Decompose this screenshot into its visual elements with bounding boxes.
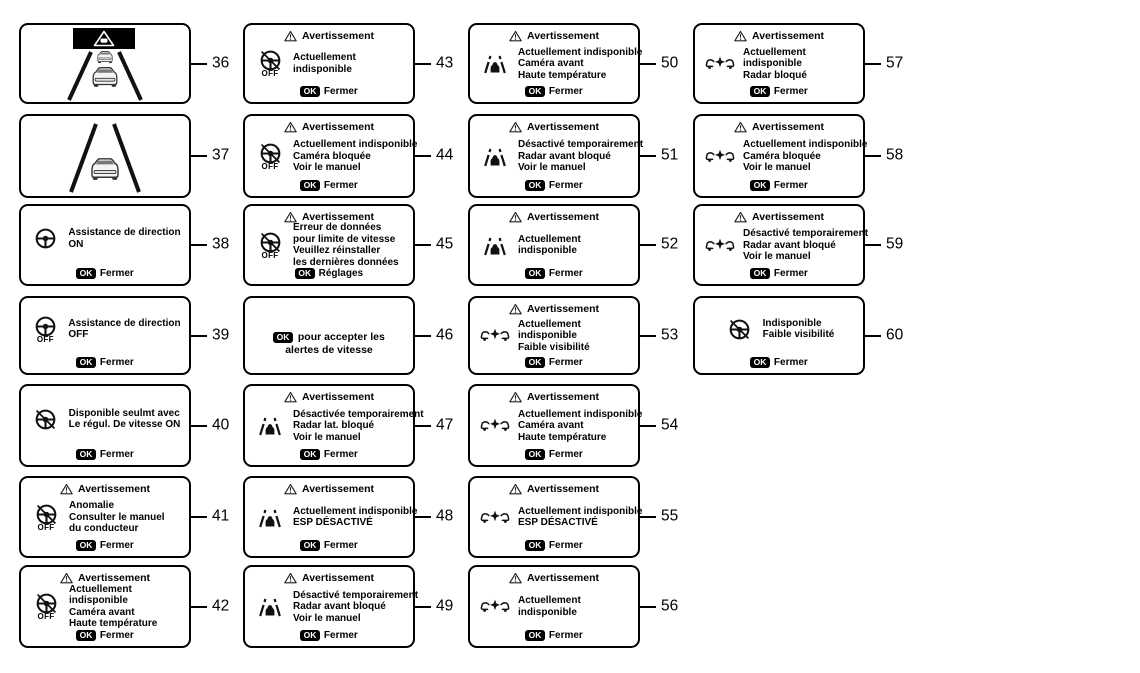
warning-header: [701, 120, 857, 133]
warning-triangle-icon: [509, 30, 522, 42]
ok-badge: OK: [525, 449, 545, 461]
footer-action: [476, 449, 632, 462]
footer-action-label: Fermer: [99, 448, 134, 460]
ok-badge: OK: [525, 540, 545, 552]
footer-action-label: Fermer: [548, 629, 583, 641]
road-two-cars-warning-banner: [21, 25, 189, 102]
message-line: Le régul. De vitesse ON: [68, 419, 181, 431]
footer-action: [27, 630, 183, 643]
callout-number-57: 57: [886, 54, 904, 72]
footer-action: [701, 180, 857, 193]
warning-header-label: Avertissement: [527, 572, 599, 584]
warning-header-label: Avertissement: [302, 572, 374, 584]
footer-action-label: Fermer: [548, 448, 583, 460]
message-line: Actuellement: [69, 583, 132, 595]
callout-number-52: 52: [661, 235, 679, 253]
message-line: indisponible: [743, 58, 802, 69]
callout-line-45: [415, 244, 431, 246]
road-single-car: [21, 116, 189, 193]
footer-action-label: Fermer: [323, 179, 358, 191]
message-box-48: [243, 476, 418, 558]
footer-action-label: Fermer: [548, 85, 583, 97]
ok-badge: OK: [525, 180, 545, 192]
callout-number-43: 43: [436, 54, 454, 72]
icon-caption-off: OFF: [261, 69, 279, 79]
callout-number-47: 47: [436, 416, 454, 434]
message-line: Actuellement indisponible: [293, 505, 418, 517]
footer-action: [27, 449, 183, 462]
steering-assist-icon: [34, 227, 57, 250]
warning-header: [476, 29, 632, 42]
footer-action: [476, 180, 632, 193]
message-line: Caméra bloquée: [743, 150, 821, 162]
ok-badge: OK: [750, 268, 770, 280]
warning-header: [476, 302, 632, 315]
callout-line-58: [865, 155, 881, 157]
message-line: Actuellement: [743, 46, 806, 58]
callout-number-37: 37: [212, 146, 230, 164]
callout-number-45: 45: [436, 235, 454, 253]
callout-line-40: [191, 425, 207, 427]
warning-header: [251, 210, 407, 223]
callout-line-39: [191, 335, 207, 337]
warning-triangle-icon: [509, 211, 522, 223]
message-line: Caméra avant: [518, 58, 584, 69]
ok-badge: OK: [300, 86, 320, 98]
message-box-59: [693, 204, 869, 286]
callout-line-49: [415, 606, 431, 608]
ok-badge: OK: [76, 449, 96, 461]
message-line: Haute température: [518, 431, 607, 443]
callout-number-54: 54: [661, 416, 679, 434]
footer-action: [27, 357, 183, 370]
icon-caption-off: OFF: [37, 612, 55, 622]
ok-badge: OK: [750, 180, 770, 192]
footer-action: [251, 540, 407, 553]
warning-triangle-icon: [509, 483, 522, 495]
footer-action-label: Réglages: [318, 267, 364, 279]
message-line: Caméra avant: [518, 420, 584, 431]
footer-action-label: Fermer: [548, 539, 583, 551]
callout-number-44: 44: [436, 146, 454, 164]
message-box-44: [243, 114, 418, 198]
message-line: Voir le manuel: [518, 162, 586, 173]
footer-action-label: Fermer: [99, 629, 134, 641]
warning-header: [251, 120, 407, 133]
collision-warning-icon: [480, 599, 510, 614]
warning-header: [27, 482, 183, 495]
callout-number-60: 60: [886, 326, 904, 344]
warning-header: [476, 390, 632, 403]
callout-line-57: [865, 63, 881, 65]
ok-badge: OK: [76, 540, 96, 552]
callout-number-46: 46: [436, 326, 454, 344]
message-line: Indisponible: [762, 317, 822, 329]
collision-warning-icon: [705, 238, 735, 253]
callout-line-42: [191, 606, 207, 608]
message-line: les dernières données: [293, 256, 399, 268]
message-line: Veuillez réinstaller: [293, 245, 381, 257]
message-box-57: [693, 23, 865, 104]
warning-header-label: Avertissement: [752, 211, 824, 223]
warning-header-label: Avertissement: [302, 391, 374, 403]
collision-warning-icon: [705, 56, 735, 71]
footer-action: [251, 449, 407, 462]
lane-radar-car-icon: [480, 146, 510, 167]
callout-number-41: 41: [212, 507, 230, 525]
warning-triangle-icon: [60, 483, 73, 495]
callout-line-60: [865, 335, 881, 337]
callout-number-53: 53: [661, 326, 679, 344]
callout-line-37: [191, 155, 207, 157]
footer-action-label: Fermer: [99, 539, 134, 551]
callout-number-40: 40: [212, 416, 230, 434]
message-line: Voir le manuel: [743, 162, 811, 173]
message-line: ESP DÉSACTIVÉ: [293, 517, 373, 529]
callout-line-54: [640, 425, 656, 427]
warning-header: [701, 210, 857, 223]
warning-header: [476, 120, 632, 133]
callout-number-38: 38: [212, 235, 230, 253]
ok-badge: OK: [750, 357, 770, 369]
lane-radar-car-icon: [255, 507, 285, 528]
warning-header: [251, 390, 407, 403]
footer-action-label: Fermer: [548, 267, 583, 279]
icon-caption-off: OFF: [261, 250, 279, 260]
warning-header: [27, 571, 183, 584]
callout-line-51: [640, 155, 656, 157]
ok-badge: OK: [76, 268, 96, 280]
message-line: pour limite de vitesse: [293, 233, 396, 245]
message-line: Voir le manuel: [743, 251, 811, 262]
callout-number-42: 42: [212, 597, 230, 615]
message-box-55: [468, 476, 643, 558]
message-box-60: [693, 296, 865, 375]
ok-badge: OK: [76, 357, 96, 369]
callout-number-39: 39: [212, 326, 230, 344]
collision-warning-icon: [480, 328, 510, 343]
message-line: Actuellement indisponible: [293, 139, 418, 150]
warning-triangle-icon: [284, 211, 297, 223]
warning-triangle-icon: [509, 391, 522, 403]
callout-line-41: [191, 516, 207, 518]
message-line: Faible visibilité: [518, 341, 590, 353]
message-box-58: [693, 114, 868, 198]
footer-action-label: Fermer: [323, 539, 358, 551]
message-line: Actuellement: [293, 52, 356, 64]
ok-badge: OK: [300, 449, 320, 461]
warning-triangle-icon: [734, 211, 747, 223]
ok-accept-message: [251, 302, 407, 369]
warning-header: [251, 482, 407, 495]
footer-action: [476, 268, 632, 281]
callout-number-59: 59: [886, 235, 904, 253]
message-line: Désactivé temporairement: [518, 139, 644, 150]
footer-action: [27, 540, 183, 553]
message-line: Actuellement: [518, 318, 581, 330]
message-box-46: [243, 296, 415, 375]
warning-triangle-icon: [60, 572, 73, 584]
callout-number-49: 49: [436, 597, 454, 615]
message-box-54: [468, 384, 643, 467]
callout-line-36: [191, 63, 207, 65]
message-line: Actuellement: [518, 595, 581, 607]
footer-action: [701, 357, 857, 370]
message-line: indisponible: [518, 330, 577, 341]
ok-badge: OK: [295, 268, 315, 280]
footer-action-label: Fermer: [773, 356, 808, 368]
callout-number-36: 36: [212, 54, 230, 72]
ok-badge: OK: [273, 332, 293, 344]
footer-action-label: Fermer: [323, 448, 358, 460]
lane-radar-car-icon: [480, 53, 510, 74]
collision-warning-icon: [480, 418, 510, 433]
message-line: Assistance de direction: [68, 317, 181, 329]
message-line: Radar bloqué: [743, 69, 807, 81]
road-lane-lines: [71, 124, 139, 192]
callout-line-44: [415, 155, 431, 157]
callout-line-47: [415, 425, 431, 427]
message-line: Caméra avant: [69, 606, 135, 618]
warning-header-label: Avertissement: [302, 211, 374, 223]
message-line: Actuellement indisponible: [518, 505, 643, 517]
message-line: Désactivé temporairement: [743, 228, 869, 239]
message-box-53: [468, 296, 640, 375]
message-line: Assistance de direction: [68, 227, 181, 239]
warning-header-label: Avertissement: [78, 483, 150, 495]
warning-header-label: Avertissement: [302, 30, 374, 42]
footer-action: [701, 268, 857, 281]
message-box-56: [468, 565, 640, 648]
message-box-43: [243, 23, 415, 104]
message-line: Désactivé temporairement: [293, 589, 419, 601]
message-line: Radar avant bloqué: [293, 601, 386, 612]
message-line: alertes de vitesse: [285, 344, 373, 356]
message-line: Haute température: [69, 618, 158, 630]
message-line: Caméra bloquée: [293, 150, 371, 162]
message-line: Voir le manuel: [293, 162, 361, 173]
message-box-38: [19, 204, 191, 286]
footer-action-label: Fermer: [773, 267, 808, 279]
warning-header-label: Avertissement: [527, 483, 599, 495]
warning-header-label: Avertissement: [78, 572, 150, 584]
footer-action-label: Fermer: [548, 356, 583, 368]
warning-header-label: Avertissement: [752, 30, 824, 42]
icon-caption-off: OFF: [37, 522, 55, 532]
message-line: Désactivée temporairement: [293, 408, 424, 420]
callout-number-56: 56: [661, 597, 679, 615]
display-scene-37: [19, 114, 191, 198]
footer-action-label: Fermer: [773, 85, 808, 97]
warning-header-label: Avertissement: [527, 303, 599, 315]
message-box-49: [243, 565, 419, 648]
footer-action: [251, 86, 407, 99]
message-line: Voir le manuel: [293, 431, 361, 443]
steering-assist-crossed-icon: [34, 408, 57, 431]
callout-line-52: [640, 244, 656, 246]
footer-action-label: Fermer: [548, 179, 583, 191]
ok-badge: OK: [300, 540, 320, 552]
footer-action: [251, 630, 407, 643]
warning-triangle-icon: [734, 121, 747, 133]
warning-header-label: Avertissement: [302, 483, 374, 495]
footer-action: [476, 357, 632, 370]
warning-triangle-icon: [284, 391, 297, 403]
message-line: Actuellement: [518, 233, 581, 245]
message-line: Radar avant bloqué: [518, 150, 611, 162]
warning-triangle-icon: [509, 303, 522, 315]
message-line: Actuellement indisponible: [518, 46, 643, 58]
message-line: Faible visibilité: [762, 329, 835, 341]
callout-line-53: [640, 335, 656, 337]
lane-radar-car-icon: [255, 415, 285, 436]
footer-action-label: Fermer: [323, 629, 358, 641]
message-box-51: [468, 114, 644, 198]
footer-action: [476, 630, 632, 643]
message-line: OFF: [68, 329, 89, 341]
message-box-39: [19, 296, 191, 375]
message-box-52: [468, 204, 640, 286]
message-line: Disponible seulmt avec: [68, 407, 180, 419]
message-line: du conducteur: [69, 523, 139, 534]
message-line: ESP DÉSACTIVÉ: [518, 517, 598, 529]
callout-number-50: 50: [661, 54, 679, 72]
warning-header: [701, 29, 857, 42]
message-box-42: [19, 565, 191, 648]
message-box-41: [19, 476, 191, 558]
ok-badge: OK: [76, 630, 96, 642]
lane-radar-car-icon: [255, 596, 285, 617]
callout-line-56: [640, 606, 656, 608]
message-line: pour accepter les: [297, 331, 385, 343]
warning-triangle-icon: [509, 572, 522, 584]
ok-badge: OK: [525, 630, 545, 642]
callout-line-38: [191, 244, 207, 246]
collision-warning-icon: [480, 510, 510, 525]
callout-number-55: 55: [661, 507, 679, 525]
ok-badge: OK: [300, 180, 320, 192]
message-line: indisponible: [518, 245, 577, 257]
warning-header-label: Avertissement: [527, 30, 599, 42]
message-line: ON: [68, 238, 84, 250]
message-line: indisponible: [293, 63, 352, 75]
ok-badge: OK: [525, 268, 545, 280]
message-box-50: [468, 23, 643, 104]
warning-triangle-icon: [734, 30, 747, 42]
callout-number-51: 51: [661, 146, 679, 164]
message-line: Consulter le manuel: [69, 511, 165, 523]
footer-action: [476, 540, 632, 553]
callout-number-58: 58: [886, 146, 904, 164]
warning-header: [476, 571, 632, 584]
warning-triangle-icon: [284, 30, 297, 42]
warning-header-label: Avertissement: [302, 121, 374, 133]
callout-line-50: [640, 63, 656, 65]
lane-radar-car-icon: [480, 235, 510, 256]
warning-header: [251, 29, 407, 42]
icon-caption-off: OFF: [36, 334, 54, 344]
ok-badge: OK: [750, 86, 770, 98]
footer-action: [27, 268, 183, 281]
ok-badge: OK: [525, 86, 545, 98]
warning-header-label: Avertissement: [752, 121, 824, 133]
message-line: Actuellement indisponible: [518, 408, 643, 420]
warning-header-label: Avertissement: [527, 121, 599, 133]
message-line: Haute température: [518, 69, 607, 81]
callout-line-59: [865, 244, 881, 246]
callout-line-48: [415, 516, 431, 518]
footer-action: [476, 86, 632, 99]
footer-action-label: Fermer: [99, 356, 134, 368]
icon-caption-off: OFF: [261, 161, 279, 171]
message-line: Anomalie: [69, 500, 115, 511]
message-box-47: [243, 384, 424, 467]
message-line: indisponible: [69, 595, 128, 607]
message-line: Erreur de données: [293, 222, 382, 234]
footer-action-label: Fermer: [99, 267, 134, 279]
ok-badge: OK: [300, 630, 320, 642]
message-line: Radar lat. bloqué: [293, 420, 375, 431]
warning-triangle-icon: [284, 483, 297, 495]
warning-header-label: Avertissement: [527, 391, 599, 403]
message-box-40: [19, 384, 191, 467]
footer-action: [251, 180, 407, 193]
footer-action-label: Fermer: [323, 85, 358, 97]
callout-number-48: 48: [436, 507, 454, 525]
ok-badge: OK: [525, 357, 545, 369]
warning-header: [251, 571, 407, 584]
footer-action: [251, 268, 407, 281]
callout-line-55: [640, 516, 656, 518]
steering-assist-crossed-icon: [728, 318, 751, 341]
callout-line-43: [415, 63, 431, 65]
message-line: Actuellement indisponible: [743, 139, 868, 150]
warning-header: [476, 482, 632, 495]
footer-action: [701, 86, 857, 99]
message-line: indisponible: [518, 606, 577, 618]
warning-header-label: Avertissement: [527, 211, 599, 223]
collision-warning-icon: [705, 149, 735, 164]
warning-triangle-icon: [509, 121, 522, 133]
callout-line-46: [415, 335, 431, 337]
warning-triangle-icon: [284, 121, 297, 133]
warning-header: [476, 210, 632, 223]
warning-triangle-icon: [284, 572, 297, 584]
message-line: Voir le manuel: [293, 612, 361, 624]
message-line: Radar avant bloqué: [743, 239, 836, 251]
footer-action-label: Fermer: [773, 179, 808, 191]
message-box-45: [243, 204, 415, 286]
display-scene-36: [19, 23, 191, 104]
